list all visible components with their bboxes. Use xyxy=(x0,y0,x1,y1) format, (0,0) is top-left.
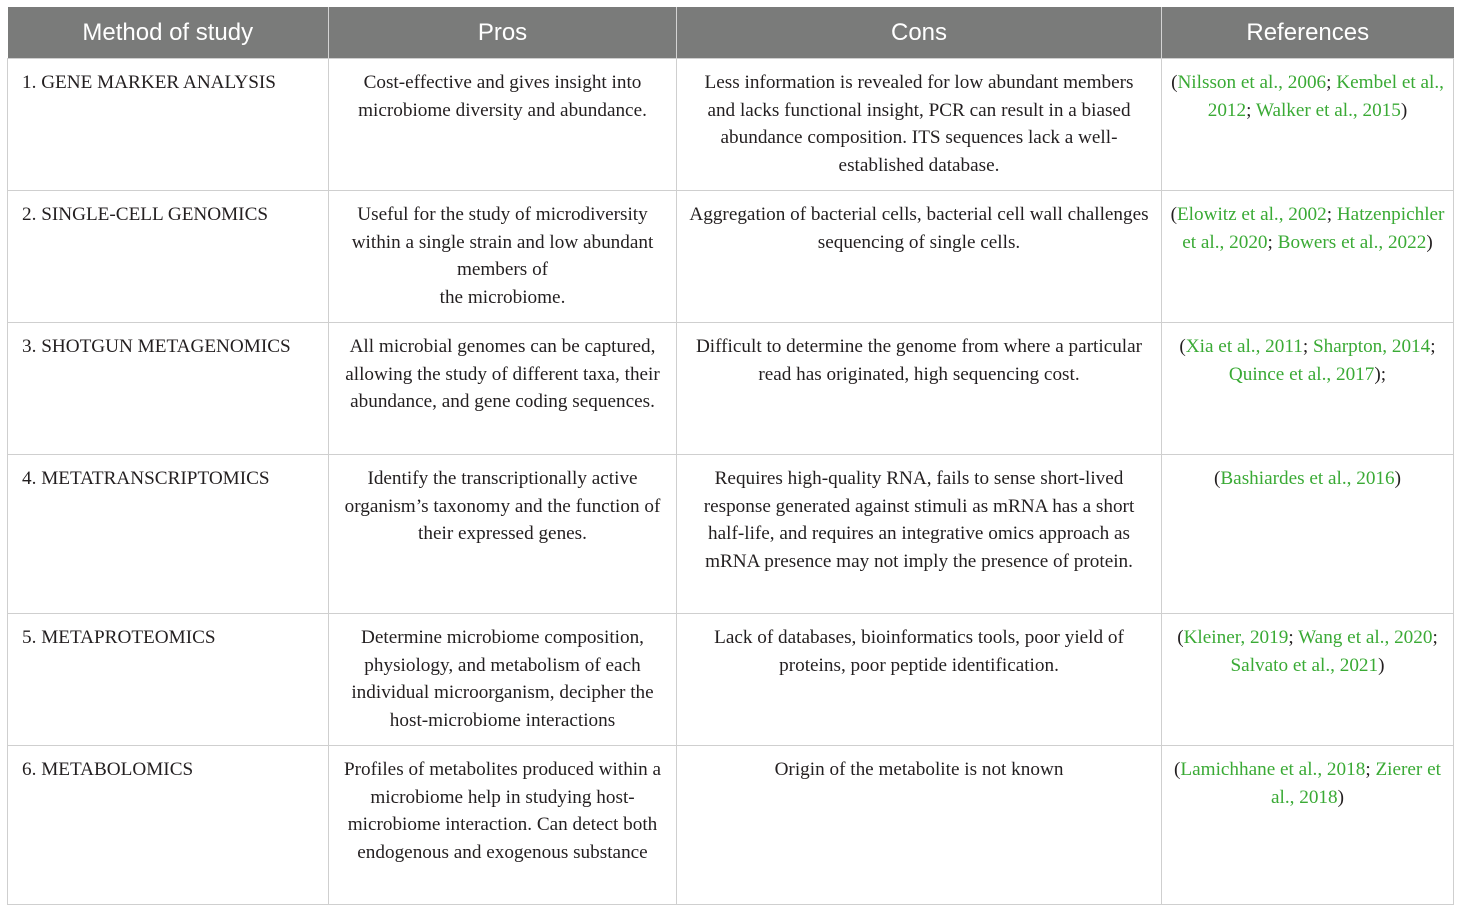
table-row xyxy=(8,455,1454,614)
ref-separator: ) xyxy=(1337,786,1344,808)
reference-link[interactable]: Zierer et al., 2018 xyxy=(1270,759,1441,808)
ref-open-paren: ( xyxy=(1213,468,1221,489)
ref-separator: ); xyxy=(1374,363,1387,385)
header-references: References xyxy=(1162,7,1454,59)
ref-separator: ; xyxy=(1267,231,1278,253)
reference-link[interactable]: Bowers et al., 2022 xyxy=(1277,231,1427,253)
reference-link[interactable]: Xia et al., 2011 xyxy=(1185,336,1303,357)
cons-cell: Aggregation of bacterial cells, bacterial cell wall challenges sequencing of single cells. xyxy=(677,191,1162,323)
pros-cell: Useful for the study of microdiversity within a single strain and low abundant members of the microbiome. xyxy=(329,191,677,323)
table-row xyxy=(8,746,1454,905)
pros-cell: Identify the transcriptionally active organism’s taxonomy and the function of their expressed genes. xyxy=(329,455,677,614)
ref-separator: ; xyxy=(1288,627,1299,648)
references-cell xyxy=(1162,59,1454,191)
cons-cell: Less information is revealed for low abundant members and lacks functional insight, PCR can result in a biased abundance composition. ITS sequences lack a well-established database. xyxy=(677,59,1162,191)
reference-link[interactable]: Kembel et al., 2012 xyxy=(1207,72,1444,121)
cons-cell: Lack of databases, bioinformatics tools, poor yield of proteins, poor peptide identification. xyxy=(677,614,1162,746)
reference-link[interactable]: Wang et al., 2020 xyxy=(1298,627,1433,648)
reference-link[interactable]: Bashiardes et al., 2016 xyxy=(1220,468,1395,489)
pros-cell: All microbial genomes can be captured, allowing the study of different taxa, their abundance, and gene coding sequences. xyxy=(329,323,677,455)
header-row xyxy=(8,7,1454,59)
ref-separator: ; xyxy=(1326,204,1337,225)
references-cell xyxy=(1162,614,1454,746)
method-cell: 2. SINGLE-CELL GENOMICS xyxy=(8,191,329,323)
ref-open-paren: ( xyxy=(1171,72,1178,93)
reference-link[interactable]: Kleiner, 2019 xyxy=(1183,627,1289,648)
ref-separator: ; xyxy=(1365,759,1376,780)
ref-separator: ; xyxy=(1430,336,1436,357)
reference-link[interactable]: Sharpton, 2014 xyxy=(1312,336,1431,357)
ref-open-paren: ( xyxy=(1170,204,1177,225)
header-method: Method of study xyxy=(8,7,329,59)
reference-link[interactable]: Hatzenpichler et al., 2020 xyxy=(1182,204,1445,253)
ref-separator: ; xyxy=(1326,72,1337,93)
header-cons: Cons xyxy=(677,7,1162,59)
references-cell xyxy=(1162,455,1454,614)
pros-cell: Determine microbiome composition, physiology, and metabolism of each individual microorganism, decipher the host-microbiome interactions xyxy=(329,614,677,746)
omics-methods-table xyxy=(7,7,1454,905)
reference-link[interactable]: Lamichhane et al., 2018 xyxy=(1180,759,1366,780)
ref-separator: ; xyxy=(1246,99,1256,121)
table-row xyxy=(8,191,1454,323)
table-row xyxy=(8,323,1454,455)
ref-separator: ) xyxy=(1378,654,1385,676)
table-body xyxy=(8,59,1454,905)
method-cell: 4. METATRANSCRIPTOMICS xyxy=(8,455,329,614)
cons-cell: Origin of the metabolite is not known xyxy=(677,746,1162,905)
references-cell xyxy=(1162,323,1454,455)
table-row xyxy=(8,614,1454,746)
reference-link[interactable]: Elowitz et al., 2002 xyxy=(1176,204,1327,225)
ref-separator: ) xyxy=(1400,99,1408,121)
ref-separator: ; xyxy=(1302,336,1313,357)
method-cell: 1. GENE MARKER ANALYSIS xyxy=(8,59,329,191)
method-cell: 3. SHOTGUN METAGENOMICS xyxy=(8,323,329,455)
method-cell: 5. METAPROTEOMICS xyxy=(8,614,329,746)
cons-cell: Requires high-quality RNA, fails to sense short-lived response generated against stimuli as mRNA has a short half-life, and requires an integrative omics approach as mRNA presence may not imply the presence of protein. xyxy=(677,455,1162,614)
ref-separator: ; xyxy=(1432,627,1438,648)
ref-open-paren: ( xyxy=(1179,336,1186,357)
references-cell xyxy=(1162,191,1454,323)
pros-cell: Cost-effective and gives insight into microbiome diversity and abundance. xyxy=(329,59,677,191)
ref-open-paren: ( xyxy=(1174,759,1181,780)
references-cell xyxy=(1162,746,1454,905)
table-row xyxy=(8,59,1454,191)
ref-separator: ) xyxy=(1426,231,1433,253)
header-pros: Pros xyxy=(329,7,677,59)
cons-cell: Difficult to determine the genome from where a particular read has originated, high sequencing cost. xyxy=(677,323,1162,455)
ref-open-paren: ( xyxy=(1177,627,1184,648)
reference-link[interactable]: Quince et al., 2017 xyxy=(1228,363,1375,385)
ref-separator: ) xyxy=(1394,468,1402,489)
method-cell: 6. METABOLOMICS xyxy=(8,746,329,905)
reference-link[interactable]: Walker et al., 2015 xyxy=(1255,99,1401,121)
pros-cell: Profiles of metabolites produced within a microbiome help in studying host-microbiome interaction. Can detect both endogenous and exogenous substance xyxy=(329,746,677,905)
table-header xyxy=(8,7,1454,59)
reference-link[interactable]: Nilsson et al., 2006 xyxy=(1177,72,1327,93)
reference-link[interactable]: Salvato et al., 2021 xyxy=(1230,654,1379,676)
